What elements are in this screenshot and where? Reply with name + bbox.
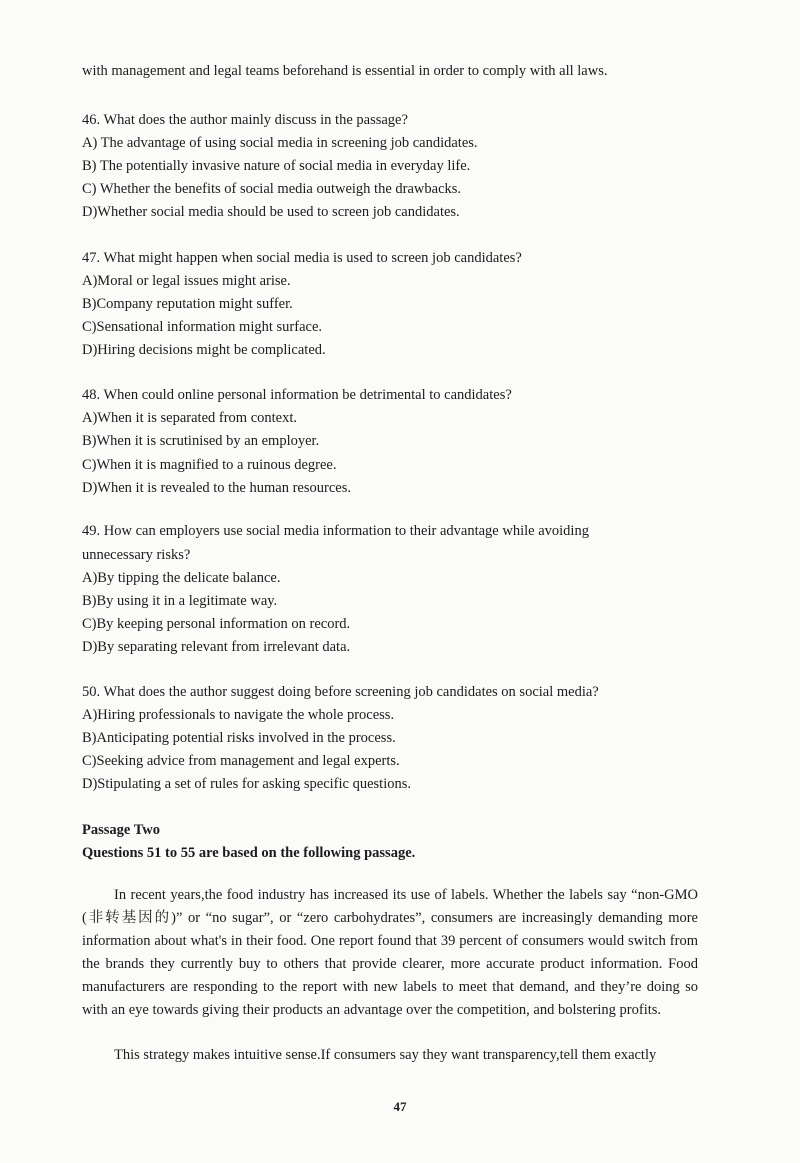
page-number: 47 [393, 1099, 407, 1114]
question-47-option-b: B)Company reputation might suffer. [82, 296, 293, 312]
question-46-option-a: A) The advantage of using social media in screening job candidates. [82, 135, 478, 151]
question-48-option-a: A)When it is separated from context. [82, 410, 298, 426]
question-47-stem: 47. What might happen when social media is used to screen job candidates? [82, 250, 522, 266]
question-46-option-c: C) Whether the benefits of social media outweigh the drawbacks. [82, 181, 462, 197]
question-49-option-d: D)By separating relevant from irrelevant data. [82, 639, 351, 655]
paragraph-2-text: This strategy makes intuitive sense.If consumers say they want transparency,tell them exactly [114, 1047, 657, 1063]
question-50-option-b: B)Anticipating potential risks involved in the process. [82, 730, 396, 746]
question-49-option-b: B)By using it in a legitimate way. [82, 593, 278, 609]
question-48-stem: 48. When could online personal information be detrimental to candidates? [82, 387, 512, 403]
question-48-option-c: C)When it is magnified to a ruinous degree. [82, 457, 337, 473]
question-49-option-a: A)By tipping the delicate balance. [82, 570, 281, 586]
question-50-option-a: A)Hiring professionals to navigate the whole process. [82, 707, 395, 723]
question-50-option-c: C)Seeking advice from management and legal experts. [82, 753, 400, 769]
question-48-option-b: B)When it is scrutinised by an employer. [82, 433, 320, 449]
question-47-option-c: C)Sensational information might surface. [82, 319, 323, 335]
passage-paragraph-2 [82, 1044, 698, 1067]
continuation-line: with management and legal teams beforehand is essential in order to comply with all laws. [82, 63, 608, 79]
question-47-option-d: D)Hiring decisions might be complicated. [82, 342, 326, 358]
question-49-stem-continued: unnecessary risks? [82, 547, 191, 563]
question-48-option-d: D)When it is revealed to the human resources. [82, 480, 351, 496]
question-46-option-d: D)Whether social media should be used to screen job candidates. [82, 204, 460, 220]
question-46-option-b: B) The potentially invasive nature of social media in everyday life. [82, 158, 471, 174]
question-49-stem: 49. How can employers use social media information to their advantage while avoiding [82, 523, 589, 539]
question-50-option-d: D)Stipulating a set of rules for asking specific questions. [82, 776, 412, 792]
paragraph-1-text: In recent years,the food industry has increased its use of labels. Whether the labels say “non-GMO (非转基因的)” or “no sugar”, or “zero carbohydrates”, consumers are increasingly demanding more information about what's in their food. One report found that 39 percent of consumers would switch from the brands they currently buy to others that provide clearer, more accurate product information. Food manufacturers are responding to the report with new labels to meet that demand, and they’re doing so with an eye towards giving their products an advantage over the competition, and bolstering profits. [82, 887, 698, 1018]
question-49-option-c: C)By keeping personal information on record. [82, 616, 351, 632]
passage-heading: Passage Two [82, 822, 161, 838]
passage-paragraph-1 [82, 884, 698, 1022]
passage-instruction: Questions 51 to 55 are based on the following passage. [82, 845, 416, 861]
question-46-stem: 46. What does the author mainly discuss in the passage? [82, 112, 408, 128]
question-47-option-a: A)Moral or legal issues might arise. [82, 273, 291, 289]
question-50-stem: 50. What does the author suggest doing before screening job candidates on social media? [82, 684, 599, 700]
